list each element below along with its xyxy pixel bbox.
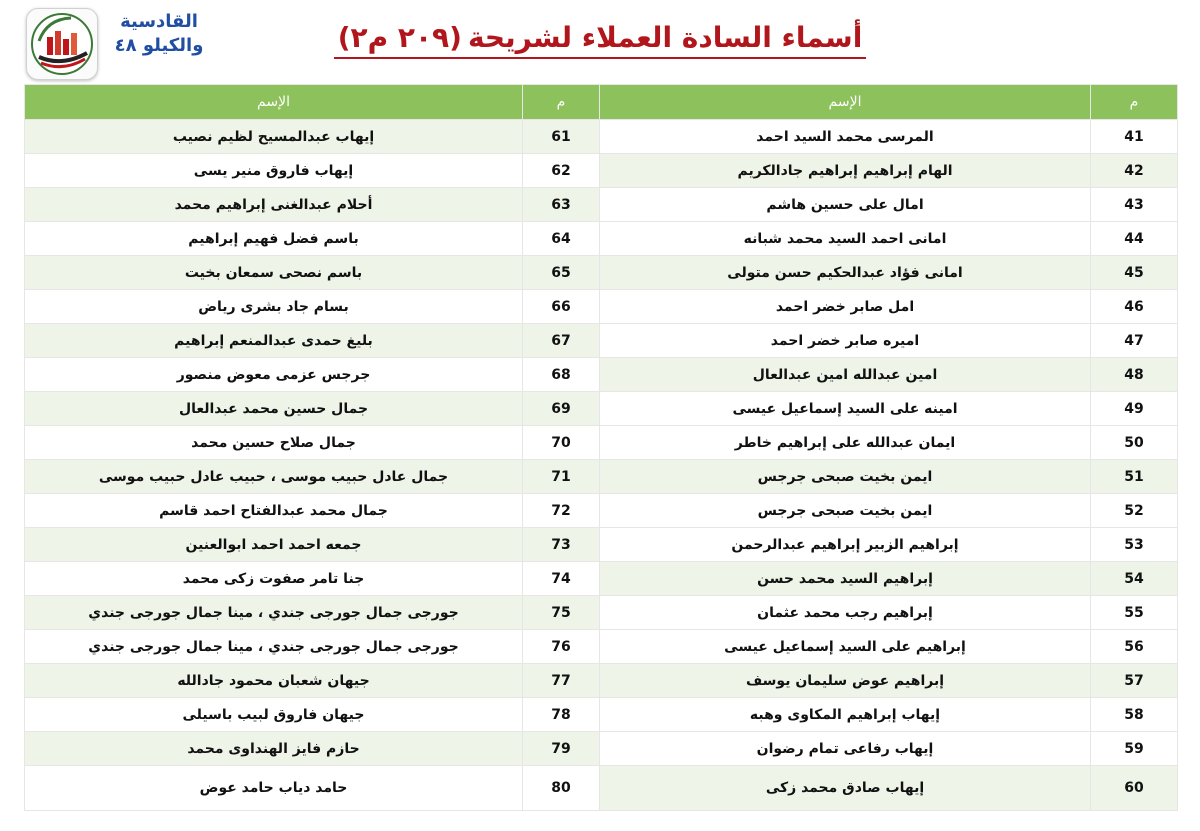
table-header-row (25, 85, 1178, 120)
customer-name-left: جرجس عزمى معوض منصور (25, 358, 523, 392)
location-line-1: القادسية (120, 11, 198, 32)
customer-name-right: امانى فؤاد عبدالحكيم حسن متولى (600, 256, 1091, 290)
customer-number-left: 70 (523, 426, 600, 460)
organization-logo (26, 8, 98, 80)
customer-number-left: 74 (523, 562, 600, 596)
customer-number-right: 59 (1091, 732, 1178, 766)
customer-name-right: ايمن بخيت صبحى جرجس (600, 494, 1091, 528)
customer-number-left: 78 (523, 698, 600, 732)
customer-number-left: 79 (523, 732, 600, 766)
table-row (25, 120, 1178, 154)
customer-name-right: امانى احمد السيد محمد شبانه (600, 222, 1091, 256)
customer-name-left: جمال حسين محمد عبدالعال (25, 392, 523, 426)
customer-number-right: 41 (1091, 120, 1178, 154)
table-row (25, 664, 1178, 698)
header-name-left: الإسم (25, 85, 523, 120)
table-row (25, 698, 1178, 732)
customer-number-right: 44 (1091, 222, 1178, 256)
location-line-2: والكيلو ٤٨ (114, 35, 204, 56)
customer-name-left: جمعه احمد احمد ابوالعنين (25, 528, 523, 562)
customer-name-right: إبراهيم رجب محمد عثمان (600, 596, 1091, 630)
customer-name-right: امل صابر خضر احمد (600, 290, 1091, 324)
customer-number-left: 76 (523, 630, 600, 664)
table-row (25, 596, 1178, 630)
customer-name-right: إبراهيم على السيد إسماعيل عيسى (600, 630, 1091, 664)
customer-number-left: 61 (523, 120, 600, 154)
customer-number-left: 68 (523, 358, 600, 392)
customer-number-left: 62 (523, 154, 600, 188)
customer-number-left: 75 (523, 596, 600, 630)
customer-number-right: 54 (1091, 562, 1178, 596)
customer-number-right: 57 (1091, 664, 1178, 698)
customer-number-right: 43 (1091, 188, 1178, 222)
table-row (25, 358, 1178, 392)
table-row (25, 154, 1178, 188)
customer-name-left: جنا تامر صفوت زكى محمد (25, 562, 523, 596)
customer-number-left: 77 (523, 664, 600, 698)
customer-name-left: باسم فضل فهيم إبراهيم (25, 222, 523, 256)
customer-name-left: بسام جاد بشرى رياض (25, 290, 523, 324)
page-title-main: أسماء السادة العملاء لشريحة (467, 21, 863, 54)
customer-number-right: 42 (1091, 154, 1178, 188)
customer-number-right: 52 (1091, 494, 1178, 528)
customer-name-left: بليغ حمدى عبدالمنعم إبراهيم (25, 324, 523, 358)
customer-name-left: جمال صلاح حسين محمد (25, 426, 523, 460)
customer-number-left: 67 (523, 324, 600, 358)
table-row (25, 562, 1178, 596)
customer-name-right: ايمان عبدالله على إبراهيم خاطر (600, 426, 1091, 460)
customer-number-right: 55 (1091, 596, 1178, 630)
header-num-left: م (523, 85, 600, 120)
table-row (25, 392, 1178, 426)
customer-name-right: إبراهيم عوض سليمان يوسف (600, 664, 1091, 698)
customers-table (24, 84, 1178, 811)
customer-name-right: إبراهيم السيد محمد حسن (600, 562, 1091, 596)
customer-name-left: جيهان شعبان محمود جادالله (25, 664, 523, 698)
table-row (25, 256, 1178, 290)
customer-name-left: جيهان فاروق لبيب باسيلى (25, 698, 523, 732)
customer-name-right: إبراهيم الزبير إبراهيم عبدالرحمن (600, 528, 1091, 562)
customer-number-right: 47 (1091, 324, 1178, 358)
customer-name-left: جورجى جمال جورجى جندي ، مينا جمال جورجى جندي (25, 630, 523, 664)
location-label (104, 10, 214, 58)
customer-number-left: 66 (523, 290, 600, 324)
customer-number-left: 65 (523, 256, 600, 290)
customer-name-right: الهام إبراهيم إبراهيم جادالكريم (600, 154, 1091, 188)
table-row (25, 460, 1178, 494)
table-row (25, 188, 1178, 222)
table-row (25, 324, 1178, 358)
customer-name-right: إيهاب رفاعى تمام رضوان (600, 732, 1091, 766)
header-name-right: الإسم (600, 85, 1091, 120)
customer-number-right: 53 (1091, 528, 1178, 562)
page-title-segment: (٢٠٩ م٢) (337, 21, 462, 54)
customer-name-left: جمال عادل حبيب موسى ، حبيب عادل حبيب موسى (25, 460, 523, 494)
customer-number-left: 80 (523, 766, 600, 811)
customer-name-right: امال على حسين هاشم (600, 188, 1091, 222)
customer-name-left: جورجى جمال جورجى جندي ، مينا جمال جورجى جندي (25, 596, 523, 630)
customer-number-left: 72 (523, 494, 600, 528)
customer-number-left: 71 (523, 460, 600, 494)
customer-number-right: 50 (1091, 426, 1178, 460)
customer-name-left: حامد دياب حامد عوض (25, 766, 523, 811)
customer-number-right: 58 (1091, 698, 1178, 732)
table-row (25, 426, 1178, 460)
table-row (25, 494, 1178, 528)
table-row (25, 222, 1178, 256)
table-row (25, 766, 1178, 811)
customer-name-left: إيهاب عبدالمسيح لظيم نصيب (25, 120, 523, 154)
customer-name-left: باسم نصحى سمعان بخيت (25, 256, 523, 290)
customer-name-right: المرسى محمد السيد احمد (600, 120, 1091, 154)
customer-name-right: امينه على السيد إسماعيل عيسى (600, 392, 1091, 426)
table-row (25, 528, 1178, 562)
customer-number-left: 64 (523, 222, 600, 256)
table-row (25, 290, 1178, 324)
customer-name-right: اميره صابر خضر احمد (600, 324, 1091, 358)
customer-number-right: 49 (1091, 392, 1178, 426)
customer-name-right: إيهاب صادق محمد زكى (600, 766, 1091, 811)
customer-number-right: 48 (1091, 358, 1178, 392)
customer-name-right: امين عبدالله امين عبدالعال (600, 358, 1091, 392)
customer-number-right: 56 (1091, 630, 1178, 664)
customer-name-left: جمال محمد عبدالفتاح احمد قاسم (25, 494, 523, 528)
header-num-right: م (1091, 85, 1178, 120)
customer-number-left: 63 (523, 188, 600, 222)
customer-name-left: حازم فايز الهنداوى محمد (25, 732, 523, 766)
customer-name-left: إيهاب فاروق منير يسى (25, 154, 523, 188)
customer-number-left: 69 (523, 392, 600, 426)
customer-number-right: 60 (1091, 766, 1178, 811)
customer-number-right: 46 (1091, 290, 1178, 324)
table-row (25, 630, 1178, 664)
customer-number-right: 45 (1091, 256, 1178, 290)
customer-number-left: 73 (523, 528, 600, 562)
customer-number-right: 51 (1091, 460, 1178, 494)
table-row (25, 732, 1178, 766)
customer-name-right: إيهاب إبراهيم المكاوى وهبه (600, 698, 1091, 732)
customer-name-left: أحلام عبدالغنى إبراهيم محمد (25, 188, 523, 222)
customer-name-right: ايمن بخيت صبحى جرجس (600, 460, 1091, 494)
page-title (300, 20, 900, 59)
